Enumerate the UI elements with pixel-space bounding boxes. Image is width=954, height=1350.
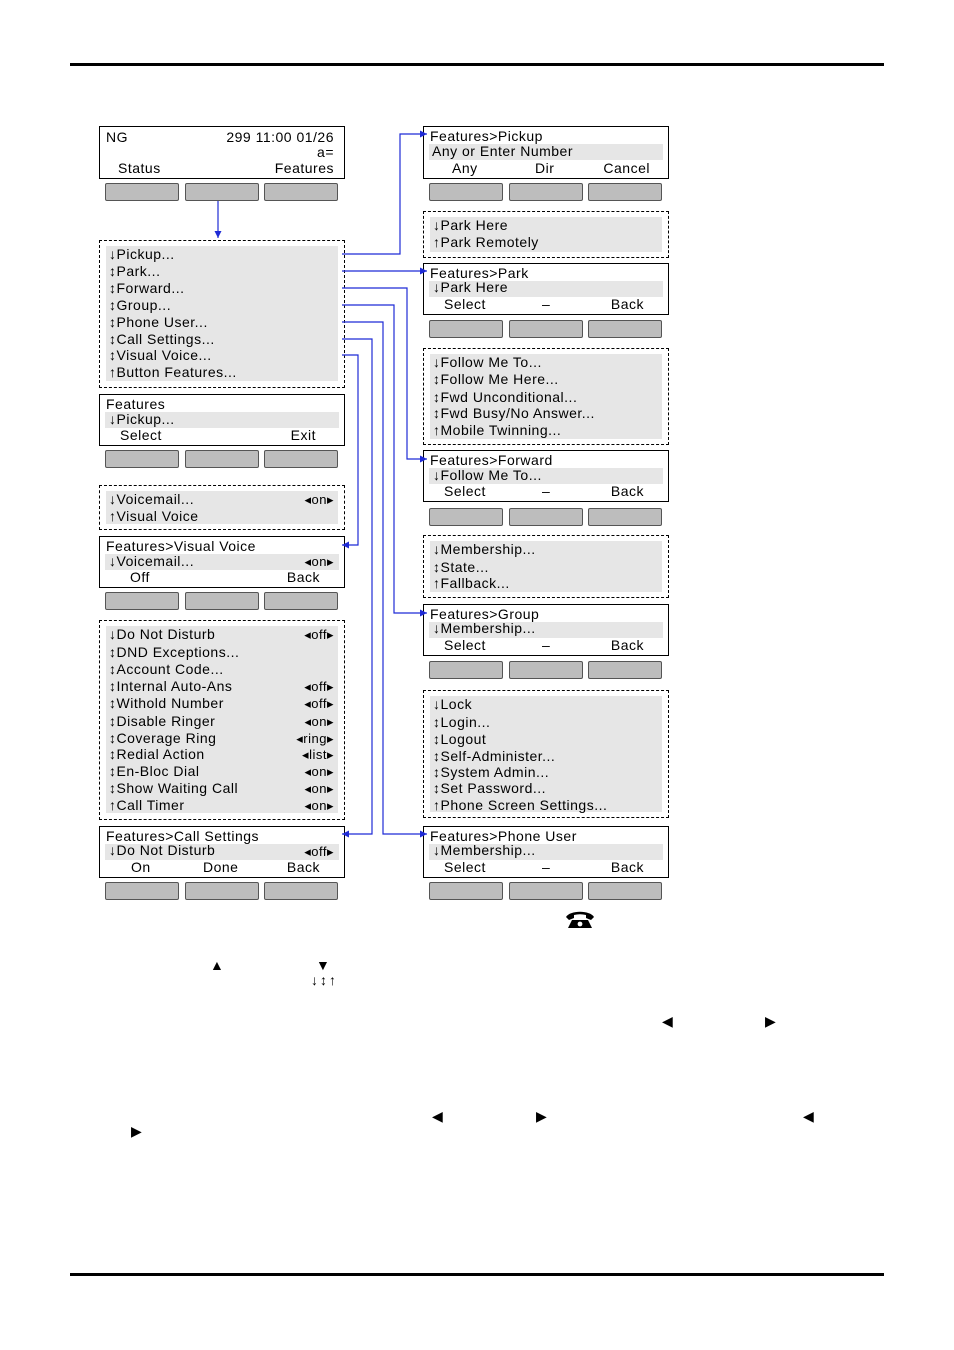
vv-screen-item: ↓Voicemail... xyxy=(109,553,195,569)
cs-item-internal-auto-ans[interactable]: ↕Internal Auto-Ans xyxy=(109,678,233,694)
cs-screen-value: ◂off▸ xyxy=(304,844,334,859)
features-screen-title: Features xyxy=(106,396,166,412)
cs-item-redial-action[interactable]: ↕Redial Action xyxy=(109,746,205,762)
phone-icon xyxy=(564,908,596,930)
vv-screen-value: ◂on▸ xyxy=(304,554,334,569)
features-item-phone-user[interactable]: ↕Phone User... xyxy=(109,314,208,330)
group-screen-title: Features>Group xyxy=(430,606,540,622)
group-screen-item: ↓Membership... xyxy=(433,620,536,636)
forward-item-mobile-twinning[interactable]: ↑Mobile Twinning... xyxy=(433,422,562,438)
cs-item-dnd-exceptions[interactable]: ↕DND Exceptions... xyxy=(109,644,240,660)
park-softkey-select: Select xyxy=(444,296,486,312)
park-item-here[interactable]: ↓Park Here xyxy=(433,217,509,233)
cs-item-dnd[interactable]: ↓Do Not Disturb xyxy=(109,626,216,642)
forward-softkey-back: Back xyxy=(610,483,644,499)
forward-softkey-select: Select xyxy=(444,483,486,499)
up-arrow-icon: ▲ xyxy=(210,957,224,973)
cs-item-show-waiting-call[interactable]: ↕Show Waiting Call xyxy=(109,780,239,796)
vv-screen-title: Features>Visual Voice xyxy=(106,538,256,554)
idle-name: NG xyxy=(106,129,128,145)
vv-item-voicemail-value: ◂on▸ xyxy=(304,492,334,507)
phone-item-set-password[interactable]: ↕Set Password... xyxy=(433,780,547,796)
phone-item-login[interactable]: ↕Login... xyxy=(433,714,491,730)
cs-softkey-done: Done xyxy=(203,859,239,875)
cs-screen-item: ↓Do Not Disturb xyxy=(109,842,216,858)
cs-item-account-code[interactable]: ↕Account Code... xyxy=(109,661,224,677)
cs-item-disable-ringer[interactable]: ↕Disable Ringer xyxy=(109,713,216,729)
vv-softkey-off: Off xyxy=(130,569,150,585)
cs-softkey-on: On xyxy=(131,859,151,875)
phone-item-logout[interactable]: ↕Logout xyxy=(433,731,487,747)
right-arrow-icon-2: ▶ xyxy=(536,1108,547,1124)
phone-screen-title: Features>Phone User xyxy=(430,828,577,844)
down-arrow-icon: ▼ xyxy=(316,957,330,973)
arrow-call-settings xyxy=(342,339,372,834)
cs-item-dnd-value: ◂off▸ xyxy=(304,627,334,642)
cs-item-show-waiting-call-value: ◂on▸ xyxy=(304,781,334,796)
features-item-pickup[interactable]: ↓Pickup... xyxy=(109,246,175,262)
left-arrow-icon-1: ◀ xyxy=(662,1013,673,1029)
arrow-phone-user xyxy=(342,322,427,834)
forward-screen-title: Features>Forward xyxy=(430,452,553,468)
group-softkey-select: Select xyxy=(444,637,486,653)
features-softkey-exit: Exit xyxy=(290,427,316,443)
phone-item-lock[interactable]: ↓Lock xyxy=(433,696,473,712)
cs-item-coverage-ring[interactable]: ↕Coverage Ring xyxy=(109,730,217,746)
features-item-button-features[interactable]: ↑Button Features... xyxy=(109,364,237,380)
phone-screen-item: ↓Membership... xyxy=(433,842,536,858)
cs-softkey-back: Back xyxy=(286,859,320,875)
cs-item-coverage-ring-value: ◂ring▸ xyxy=(296,731,334,746)
forward-screen-item: ↓Follow Me To... xyxy=(433,467,542,483)
right-arrow-icon-1: ▶ xyxy=(765,1013,776,1029)
arrow-visual-voice xyxy=(342,355,358,545)
features-item-visual-voice[interactable]: ↕Visual Voice... xyxy=(109,347,212,363)
cs-item-withold-number-value: ◂off▸ xyxy=(304,696,334,711)
forward-item-fwd-busy[interactable]: ↕Fwd Busy/No Answer... xyxy=(433,405,595,421)
park-softkey-back: Back xyxy=(610,296,644,312)
features-item-call-settings[interactable]: ↕Call Settings... xyxy=(109,331,215,347)
cs-item-withold-number[interactable]: ↕Withold Number xyxy=(109,695,224,711)
forward-softkey-dash: – xyxy=(542,483,551,499)
features-softkey-select: Select xyxy=(120,427,162,443)
forward-item-follow-me-to[interactable]: ↓Follow Me To... xyxy=(433,354,542,370)
cs-item-call-timer-value: ◂on▸ xyxy=(304,798,334,813)
phone-softkey-dash: – xyxy=(542,859,551,875)
phone-item-system-admin[interactable]: ↕System Admin... xyxy=(433,764,550,780)
cs-item-call-timer[interactable]: ↑Call Timer xyxy=(109,797,185,813)
pickup-softkey-dir: Dir xyxy=(535,160,555,176)
pickup-softkey-any: Any xyxy=(452,160,478,176)
pickup-screen-item: Any or Enter Number xyxy=(432,143,573,159)
right-arrow-icon-3: ▶ xyxy=(131,1123,142,1139)
cs-item-en-bloc-dial-value: ◂on▸ xyxy=(304,764,334,779)
idle-softkey-features: Features xyxy=(274,160,334,176)
vv-item-voicemail[interactable]: ↓Voicemail... xyxy=(109,491,195,507)
cs-item-redial-action-value: ◂list▸ xyxy=(302,747,334,762)
features-item-forward[interactable]: ↕Forward... xyxy=(109,280,185,296)
group-item-state[interactable]: ↕State... xyxy=(433,559,489,575)
cs-screen-title: Features>Call Settings xyxy=(106,828,260,844)
cs-item-en-bloc-dial[interactable]: ↕En-Bloc Dial xyxy=(109,763,200,779)
features-item-park[interactable]: ↕Park... xyxy=(109,263,161,279)
arrow-forward xyxy=(342,288,427,459)
vv-item-visual-voice[interactable]: ↑Visual Voice xyxy=(109,508,199,524)
left-arrow-icon-2: ◀ xyxy=(432,1108,443,1124)
cs-item-internal-auto-ans-value: ◂off▸ xyxy=(304,679,334,694)
park-item-remotely[interactable]: ↑Park Remotely xyxy=(433,234,539,250)
phone-softkey-back: Back xyxy=(610,859,644,875)
scroll-icons: ↓↕↑ xyxy=(311,972,338,988)
forward-item-follow-me-here[interactable]: ↕Follow Me Here... xyxy=(433,371,559,387)
arrow-pickup xyxy=(342,134,427,254)
features-screen-item: ↓Pickup... xyxy=(109,411,175,427)
forward-item-fwd-unconditional[interactable]: ↕Fwd Unconditional... xyxy=(433,389,578,405)
idle-softkey-status: Status xyxy=(118,160,161,176)
phone-softkey-select: Select xyxy=(444,859,486,875)
phone-item-self-administer[interactable]: ↕Self-Administer... xyxy=(433,748,556,764)
group-softkey-back: Back xyxy=(610,637,644,653)
group-item-fallback[interactable]: ↑Fallback... xyxy=(433,575,510,591)
pickup-softkey-cancel: Cancel xyxy=(603,160,650,176)
features-item-group[interactable]: ↕Group... xyxy=(109,297,172,313)
left-arrow-icon-3: ◀ xyxy=(803,1108,814,1124)
park-softkey-dash: – xyxy=(542,296,551,312)
group-softkey-dash: – xyxy=(542,637,551,653)
park-screen-item: ↓Park Here xyxy=(433,279,509,295)
group-item-membership[interactable]: ↓Membership... xyxy=(433,541,536,557)
cs-item-disable-ringer-value: ◂on▸ xyxy=(304,714,334,729)
park-screen-title: Features>Park xyxy=(430,265,529,281)
vv-softkey-back: Back xyxy=(286,569,320,585)
pickup-screen-title: Features>Pickup xyxy=(430,128,543,144)
idle-extension-time: 299 11:00 01/26 xyxy=(226,129,334,145)
idle-status-icon: a= xyxy=(317,144,334,160)
phone-item-screen-settings[interactable]: ↑Phone Screen Settings... xyxy=(433,797,608,813)
